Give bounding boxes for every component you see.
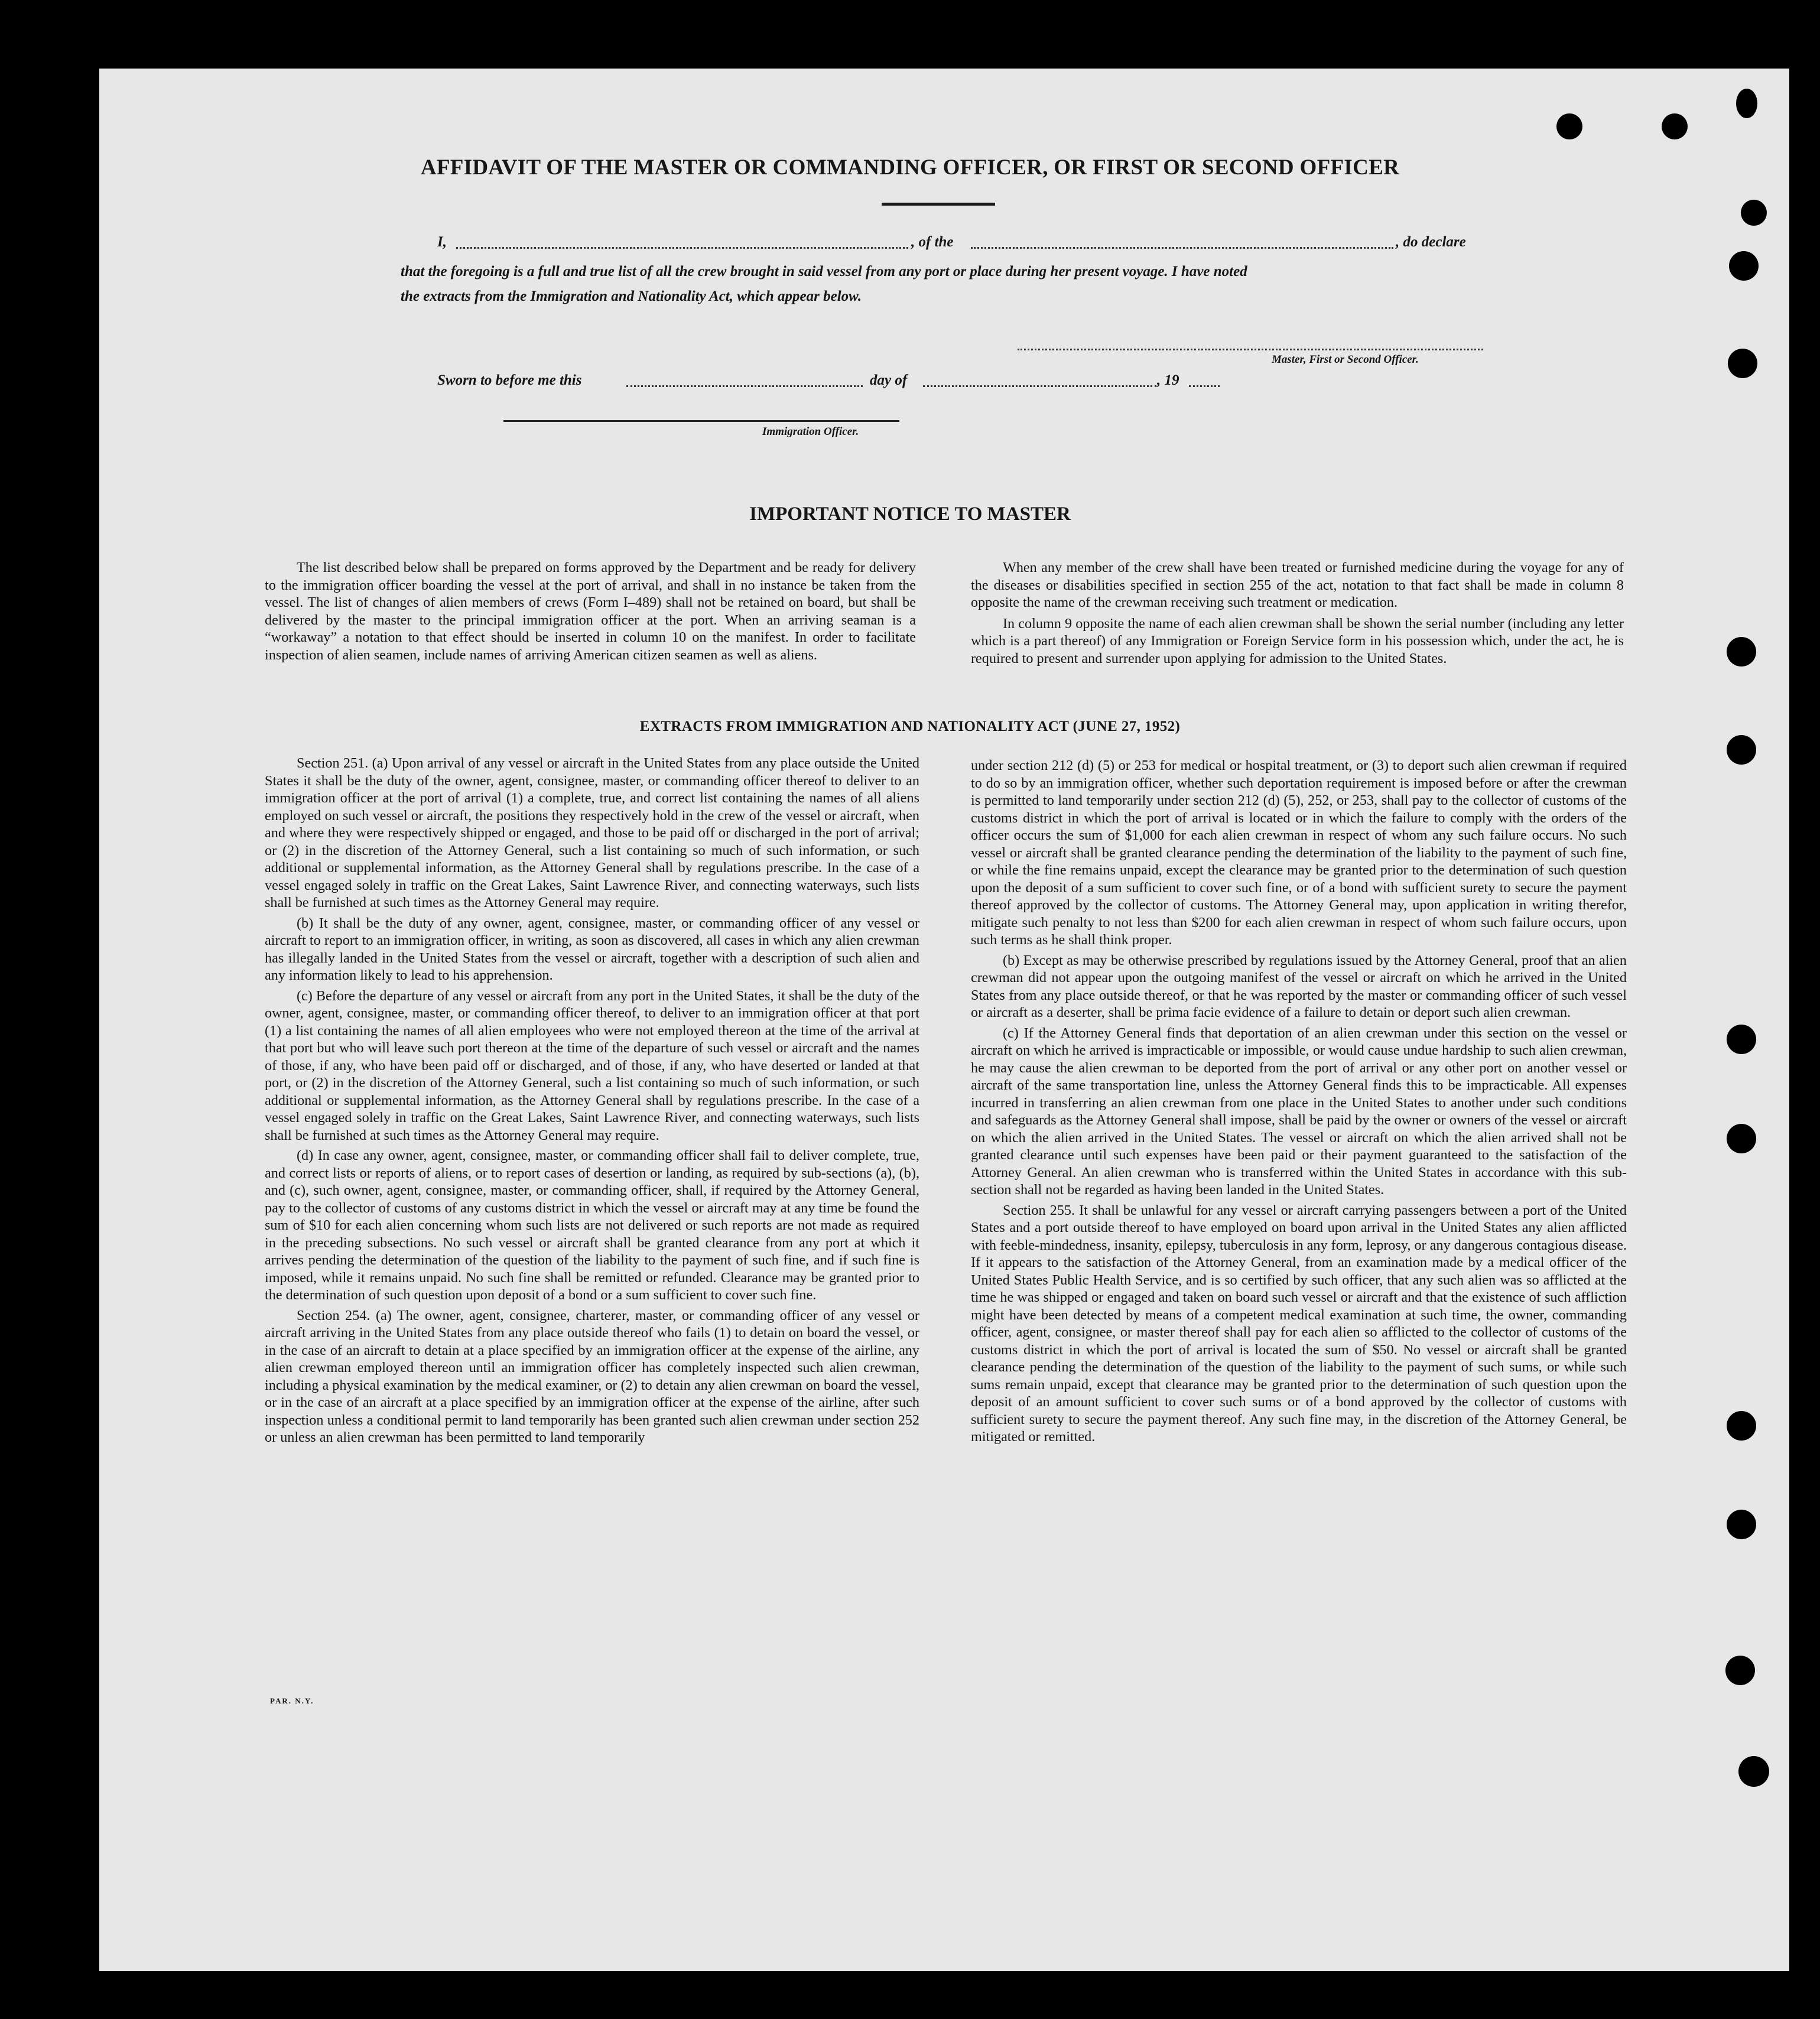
- year-label: , 19: [1157, 372, 1179, 388]
- punch-hole: [1727, 637, 1756, 667]
- immigration-officer-label: Immigration Officer.: [762, 425, 859, 438]
- punch-hole: [1556, 113, 1582, 139]
- section-254-a-continued: under section 212 (d) (5) or 253 for medical or hospital treatment, or (3) to deport such alien crewman if required to do so by an immigration officer, whether such deportation requirement is imposed before or after the crewman is permitted to land temporarily under section 212 (d) (5), 252, or 253, shall pay to the collector of customs of the customs district in which the port of arrival is located or in which the failure to comply with the orders of the officer occurs the sum of $1,000 for each alien crewman in respect of whom any such failure occurs. No such vessel or aircraft shall be granted clearance pending the determination of the liability to the payment of such fine, or while the fine remains unpaid, except the clearance may be granted prior to the determination of such question upon the deposit of a sum sufficient to cover such fine, or of a bond with sufficient surety to secure the payment thereof approved by the collector of customs. The Attorney General may, upon application in writing therefor, mitigate such penalty to not less than $200 for each alien crewman in respect of whom such failure occurs, upon such terms as he shall think proper.: [971, 757, 1627, 948]
- sworn-day-field[interactable]: [626, 385, 863, 387]
- notice-paragraph: In column 9 opposite the name of each alien crewman shall be shown the serial number (including any letter which is a part thereof) of any Immigration or Foreign Service form in his possession which, under the act, he is required to present and surrender upon applying for admission to the United States.: [971, 615, 1624, 667]
- notice-right-column: [971, 559, 1624, 671]
- sworn-label: Sworn to before me this: [437, 372, 582, 388]
- vessel-name-field[interactable]: [971, 247, 1393, 249]
- master-signature-label: Master, First or Second Officer.: [1272, 353, 1419, 366]
- printer-mark: PAR. N.Y.: [270, 1696, 314, 1705]
- section-254-b: (b) Except as may be otherwise prescribed by regulations issued by the Attorney General, proof that an alien crewman did not appear upon the outgoing manifest of the vessel or aircraft on which he arrived in the United States from any place outside thereof, or that he was reported by the master or commanding officer of such vessel or aircraft as a deserter, shall be prima facie evidence of a failure to detain or deport such alien crewman.: [971, 952, 1627, 1020]
- punch-hole: [1727, 1510, 1756, 1539]
- sworn-year-field[interactable]: [1189, 385, 1220, 387]
- punch-hole: [1725, 1656, 1755, 1685]
- do-declare-label: , do declare: [1396, 234, 1466, 250]
- section-251-a: Section 251. (a) Upon arrival of any vessel or aircraft in the United States from any place outside the United States it shall be the duty of the owner, agent, consignee, master, or commanding officer thereof to deliver to an immigration officer at the port of arrival (1) a complete, true, and correct list containing the names of all aliens employed on such vessel or aircraft, the positions they respectively hold in the crew of the vessel or aircraft, when and where they were respectively shipped or engaged, and those to be paid off or discharged in the port of arrival; or (2) in the discretion of the Attorney General, such a list containing so much of such information, or such additional or supplemental information, as the Attorney General shall by regulations prescribe. In the case of a vessel engaged solely in traffic on the Great Lakes, Saint Lawrence River, and connecting waterways, such lists shall be furnished at such times as the Attorney General may require.: [265, 755, 919, 911]
- extracts-title: EXTRACTS FROM IMMIGRATION AND NATIONALITY ACT (JUNE 27, 1952): [639, 718, 1181, 734]
- section-254-c: (c) If the Attorney General finds that deportation of an alien crewman under this section on the vessel or aircraft on which he arrived is impracticable or impossible, or would cause undue hardship to such alien crewman, he may cause the alien crewman to be deported from the port of arrival or any other port on another vessel or aircraft of the same transportation line, unless the Attorney General finds this to be impracticable. All expenses incurred in transferring an alien crewman from one place in the United States to another under such conditions and safeguards as the Attorney General shall impose, shall be paid by the owner or owners of the vessel or aircraft on which the alien arrived in the United States. The vessel or aircraft on which the alien arrived shall not be granted clearance until such expenses have been paid or their payment guaranteed to the satisfaction of the Attorney General. An alien crewman who is transferred within the United States in accordance with this sub-section shall not be regarded as having been landed in the United States.: [971, 1025, 1627, 1198]
- notice-title: IMPORTANT NOTICE TO MASTER: [749, 503, 1071, 525]
- section-251-c: (c) Before the departure of any vessel or aircraft from any port in the United States, it shall be the duty of the owner, agent, consignee, master, or commanding officer thereof, to deliver to an immigration officer at that port (1) a list containing the names of all alien employees who were not employed thereon at the time of the arrival at that port but who will leave such port thereon at the time of the departure of such vessel or aircraft and the names of those, if any, who have been paid off or discharged, and of those, if any, who have deserted or landed at that port, or (2) in the discretion of the Attorney General, such a list containing so much of such information, or such additional or supplemental information, as the Attorney General shall by regulations prescribe. In the case of a vessel engaged solely in traffic on the Great Lakes, Saint Lawrence River, and connecting waterways, such lists shall be furnished at such times as the Attorney General may require.: [265, 987, 919, 1143]
- title-rule: [882, 203, 995, 206]
- master-signature-field[interactable]: [1018, 349, 1483, 350]
- sworn-month-field[interactable]: [923, 385, 1156, 387]
- notice-left-column: [265, 559, 916, 667]
- punch-hole: [1728, 349, 1757, 378]
- punch-hole: [1727, 735, 1756, 765]
- punch-hole: [1662, 113, 1688, 139]
- day-of-label: day of: [870, 372, 908, 388]
- declaration-line-3: the extracts from the Immigration and Nationality Act, which appear below.: [401, 288, 862, 304]
- section-255: Section 255. It shall be unlawful for any vessel or aircraft carrying passengers between a port of the United States and a port outside thereof to have employed on board upon arrival in the United States any alien afflicted with feeble-mindedness, insanity, epilepsy, tuberculosis in any form, leprosy, or any dangerous contagious disease. If it appears to the satisfaction of the Attorney General, from an examination made by a medical officer of the United States Public Health Service, and is so certified by such officer, that any such alien was so afflicted at the time he was shipped or engaged and taken on board such vessel or aircraft and that the existence of such affliction might have been detected by means of a competent medical examination at such time, the owner, commanding officer, agent, consignee, or master thereof shall pay for each alien so afflicted to the collector of customs of the customs district in which the port of arrival is located the sum of $50. No vessel or aircraft shall be granted clearance pending the determination of the question of the liability to the payment of such sums, or while such sums remain unpaid, except that clearance may be granted prior to the determination of such question upon the deposit of an amount sufficient to cover such sums or of a bond approved by the collector of customs with sufficient surety to secure the payment thereof. Any such fine may, in the discretion of the Attorney General, be mitigated or remitted.: [971, 1202, 1627, 1445]
- punch-hole: [1727, 1411, 1756, 1441]
- punch-hole: [1738, 1756, 1769, 1787]
- declarant-name-field[interactable]: [456, 247, 908, 249]
- immigration-officer-signature-line[interactable]: [503, 420, 899, 422]
- affidavit-title: AFFIDAVIT OF THE MASTER OR COMMANDING OFFICER, OR FIRST OR SECOND OFFICER: [420, 155, 1400, 180]
- of-the-label: , of the: [911, 234, 954, 250]
- punch-hole: [1729, 251, 1759, 281]
- punch-hole: [1727, 1124, 1756, 1153]
- notice-paragraph: When any member of the crew shall have been treated or furnished medicine during the voyage for any of the diseases or disabilities specified in section 255 of the act, notation to that fact shall be made in column 8 opposite the name of the crewman receiving such treatment or medication.: [971, 560, 1624, 610]
- declarant-prefix: I,: [437, 234, 447, 250]
- section-251-d: (d) In case any owner, agent, consignee, master, or commanding officer shall fail to deliver complete, true, and correct lists or reports of aliens, or to report cases of desertion or landing, as required by sub-sections (a), (b), and (c), such owner, agent, consignee, master, or commanding officer, shall, if required by the Attorney General, pay to the collector of customs of any customs district in which the vessel or aircraft may at any time be found the sum of $10 for each alien concerning whom such lists are not delivered or such reports are not made as required in the preceding subsections. No such vessel or aircraft shall be granted clearance from any port at which it arrives pending the determination of the question of the liability to the payment of such fine, and if such fine is imposed, while it remains unpaid. No such fine shall be remitted or refunded. Clearance may be granted prior to the determination of such question upon deposit of a bond or a sum sufficient to cover such fine.: [265, 1147, 919, 1303]
- punch-hole: [1741, 200, 1767, 226]
- declaration-line-2: that the foregoing is a full and true list of all the crew brought in said vessel from any port or place during her present voyage. I have noted: [401, 264, 1247, 279]
- section-254-a: Section 254. (a) The owner, agent, consignee, charterer, master, or commanding officer of any vessel or aircraft arriving in the United States from any place outside thereof who fails (1) to detain on board the vessel, or in the case of an aircraft to detain at a place specified by an immigration officer at the expense of the airline, any alien crewman employed thereon until an immigration officer has completely inspected such alien crewman, including a physical examination by the medical examiner, or (2) to detain any alien crewman on board the vessel, or in the case of an aircraft at a place specified by an immigration officer at the expense of the airline, after such inspection unless a conditional permit to land temporarily has been granted such alien crewman under section 252 or unless an alien crewman has been permitted to land temporarily: [265, 1307, 919, 1445]
- notice-paragraph: The list described below shall be prepared on forms approved by the Department and be ready for delivery to the immigration officer boarding the vessel at the port of arrival, and shall in no instance be taken from the vessel. The list of changes of alien members of crews (Form I–489) shall not be retained on board, but shall be delivered by the master to the principal immigration officer at the port. When an arriving seaman is a “workaway” a notation to that effect should be inserted in column 10 on the manifest. In order to facilitate inspection of alien seamen, include names of arriving American citizen seamen as well as aliens.: [265, 560, 916, 663]
- punch-hole: [1727, 1025, 1756, 1054]
- extracts-left-column: [265, 755, 919, 1449]
- extracts-right-column: [971, 757, 1627, 1449]
- punch-hole: [1736, 89, 1757, 118]
- section-251-b: (b) It shall be the duty of any owner, agent, consignee, master, or commanding officer of any vessel or aircraft to report to an immigration officer, in writing, as soon as discovered, all cases in which any alien crewman has illegally landed in the United States from the vessel or aircraft, together with a description of such alien and any information likely to lead to his apprehension.: [265, 915, 919, 983]
